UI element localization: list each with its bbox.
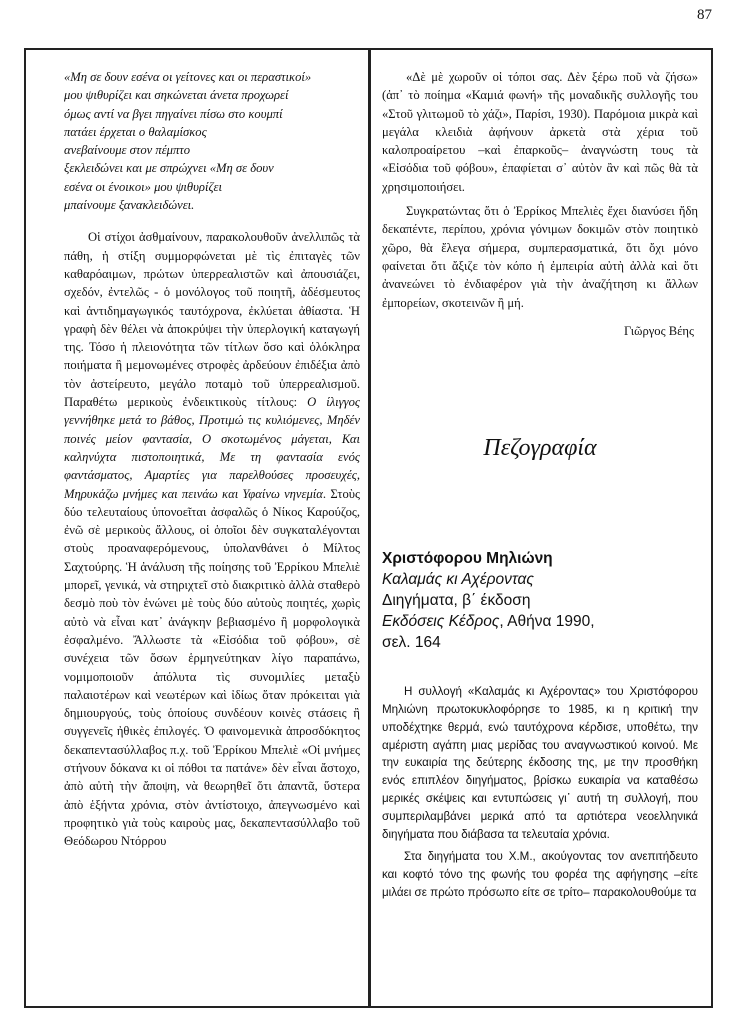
book-publication: [382, 611, 698, 632]
review-paragraph-2: Στα διηγήματα του Χ.Μ., ακούγοντας τον ανεπιτήδευτο και κοφτό τόνο της φωνής του φορέα της αφήγησης –είτε μιλάει σε πρώτο πρόσωπο είτε σε τρίτο– παρακολουθούμε τα: [382, 850, 698, 899]
right-paragraph-2: Συγκρατώντας ὅτι ὁ Ἐρρίκος Μπελιὲς ἔχει διανύσει ἤδη δεκαπέντε, περίπου, χρόνια γόνιμων δοκιμῶν στὸν ποιητικὸ χῶρο, θὰ ἔλεγα σήμερα, συμπερασματικά, ὅτι ὄχι μόνο φαίνεται ὅτι ἄξιζε τὸν κόπο ἡ ἐμπειρία αὐτὴ ἀλλὰ καὶ ὅτι ἀνανεώνει τὸ ἐνδιαφέρον γιὰ τὴν ἀναζήτηση κι ἄλλων ἐμπορείων, σκοτεινῶν ἢ μή.: [382, 204, 698, 310]
article-frame: [24, 48, 713, 1008]
right-paragraph-1: «Δὲ μὲ χωροῦν οἱ τόποι σας. Δὲν ξέρω ποῦ νὰ ζήσω» (ἀπ᾽ τὸ ποίημα «Καμιά φωνή» τῆς μοναδικῆς συλλογῆς του «Στοῦ γλιτωμοῦ τὸ χάζι», Παρίσι, 1930). Παρόμοια μικρὰ καὶ μεγάλα κλειδιὰ ἀφήνουν ἀρκετὰ στὰ χέρια τοῦ καλοπροαίρετου –καὶ ἐπαρκοῦς– ἀναγνώστη τους τὰ «Εἰσόδια τοῦ φόβου», ἐπαφίεται σ᾽ αὐτὸν ἂν καὶ πῶς θὰ τὰ χρησιμοποιήσει.: [382, 70, 698, 194]
review-paragraph-1: Η συλλογή «Καλαμάς κι Αχέροντας» του Χριστόφορου Μηλιώνη πρωτοκυκλοφόρησε το 1985, κι η κριτική την υποδέχτηκε θερμά, ενώ ταυτόχρονα κέρδισε, υποθέτω, την αμέριστη αγάπη μιας μερίδας του αναγνωστικού κοινού. Με την ευκαιρία της δεύτερης έκδοσης της, με την προσθήκη ενός επιπλέον διηγήματος, βρίσκω ευκαιρία να καταθέσω μερικές σκέψεις και εντυπώσεις γι᾽ αυτή τη συλλογή, που συμπεριλαμβάνει μερικά από τα αρτιότερα νεοελληνικά διηγήματα που διάβασα τα τελευταία χρόνια.: [382, 684, 698, 842]
book-author: Χριστόφορου Μηλιώνη: [382, 549, 553, 567]
book-pages: σελ. 164: [382, 633, 441, 651]
paragraph-text: Οἱ στίχοι ἀσθμαίνουν, παρακολουθοῦν ἀνελλιπῶς τὰ πάθη, ἡ στίξη συμμορφώνεται μὲ τὶς ἐπιταγὲς τῶν καθαρόαιμων, πρώτων ὑπερρεαλιστῶν καὶ ἀπουσιάζει, σχεδόν, ἐντελῶς - ὁ μονόλογος τοῦ ποιητῆ, ἀδέσμευτος καὶ ἀντιδημαγωγικός ταυτόχρονα, ἐκλύεται ἀθίαστα. Ἡ γραφὴ δὲν θέλει νὰ ἀποκρύψει τὴν ὑπερλογική καταγωγή της. Τόσο ἡ πλειονότητα τῶν τίτλων ὅσο καὶ ὁλόκληρα ποιήματα ἢ μεμονωμένες στροφὲς ἀρδεύουν ἐπιδέξια ἀπὸ τὸν ἀστείρευτο, μεγάλο ποταμὸ τοῦ ὑπερρεαλισμοῦ. Παραθέτω μερικοὺς ἐνδεικτικοὺς τίτλους:: [64, 230, 360, 410]
left-paragraph: [64, 228, 360, 850]
column-divider: [368, 50, 371, 1006]
book-edition: Διηγήματα, β΄ έκδοση: [382, 591, 531, 609]
book-place-year: , Αθήνα 1990,: [499, 612, 595, 630]
book-title: Καλαμάς κι Αχέροντας: [382, 570, 534, 588]
right-column: [382, 68, 698, 998]
paragraph-text-continued: . Στοὺς δύο τελευταίους ὑπονοεῖται ἀσφαλῶς ὁ Νίκος Καρούζος, ἐνῶ σὲ μερικοὺς ἄλλους, οἱ ὁποῖοι δὲν συγκαταλέγονται στοὺς προαναφερόμενους, ὑπολανθάνει ὁ Μίλτος Σαχτούρης. Ἡ ἀνάλυση τῆς ποίησης τοῦ Ἐρρίκου Μπελιὲ μπορεῖ, γενικά, νὰ στηριχτεῖ στὸ διακριτικὸ ἀλλὰ σταθερὸ δεσμὸ ποὺ τὸν ἑνώνει μὲ τοὺς δύο αὐτοὺς ποιητές, χωρὶς αὐτὸ νὰ εἶναι κατ᾽ ἀνάγκην βεβιασμένο ἢ μορφολογικὰ ἐσφαλμένο. Ἄλλωστε τὰ «Εἰσόδια τοῦ φόβου», σὲ συνέχεια τῶν ὅσων ἑρμηνεύτηκαν λίγο παραπάνω, νομιμοποιοῦν ἀπόλυτα τὶς συνομιλίες μεταξὺ παλαιοτέρων καὶ νεωτέρων καὶ ἰδίως ὅταν πρόκειται γιὰ δημιουργούς, τοὺς ὁποίους συνδέουν κοινὲς στάσεις ἢ συγγενεῖς ἠθικὲς ἐπιλογές. Ὁ φαινομενικὰ ἀπροσδόκητος δεκαπεντασύλλαβος π.χ. τοῦ Ἐρρίκου Μπελιὲ «Οἱ μνήμες στήνουν δόκανα κι οἱ πόθοι τα πατάνε» δὲν εἶναι ἄστοχο, ἀπὸ αὐτὴ τὴν ἄποψη, νὰ θεωρηθεῖ ὅτι ἀπαντᾶ, ὕστερα ἀπὸ ἑξήντα χρόνια, στὸν ἀντίστοιχο, ἀπεγνωσμένο καὶ προφητικὸ γιὰ τοὺς καιροὺς μας, δεκαπεντασύλλαβο τοῦ Θεόδωρου Ντόρρου: [64, 486, 360, 849]
poem-titles: Ο ίλιγγος γεννήθηκε μετά το βάθος, Προτιμώ τις κυλιόμενες, Μηδέν ποινές μείον φαντασία, Ο σκοτωμένος μάγεται, Και καληνύχτα πιστοποιητικά, Με τη φαντασία ενός φαντάσματος, Αμαρτίες για παρελθούσες προσευχές, Μηρυκάζω μνήμες και πεινάω και Υφαίνω νηνεμία: [64, 395, 360, 501]
poem-excerpt: «Μη σε δουν εσένα οι γείτονες και οι περαστικοί» μου ψιθυρίζει και σηκώνεται άνετα προχωρεί όμως αντί να βγει πηγαίνει πίσω στο κουμπί πατάει έρχεται ο θαλαμίσκος ανεβαίνουμε στον πέμπτο ξεκλειδώνει και με σπρώχνει «Μη σε δουν εσένα οι ένοικοι» μου ψιθυρίζει μπαίνουμε ξανακλειδώνει.: [64, 70, 312, 213]
book-publisher: Εκδόσεις Κέδρος: [382, 612, 500, 630]
section-title: Πεζογραφία: [483, 434, 597, 461]
book-info: [382, 548, 698, 653]
left-column: [64, 68, 360, 998]
reviewer-signature: Γιῶργος Βέης: [623, 323, 694, 338]
page-number: 87: [697, 7, 712, 23]
